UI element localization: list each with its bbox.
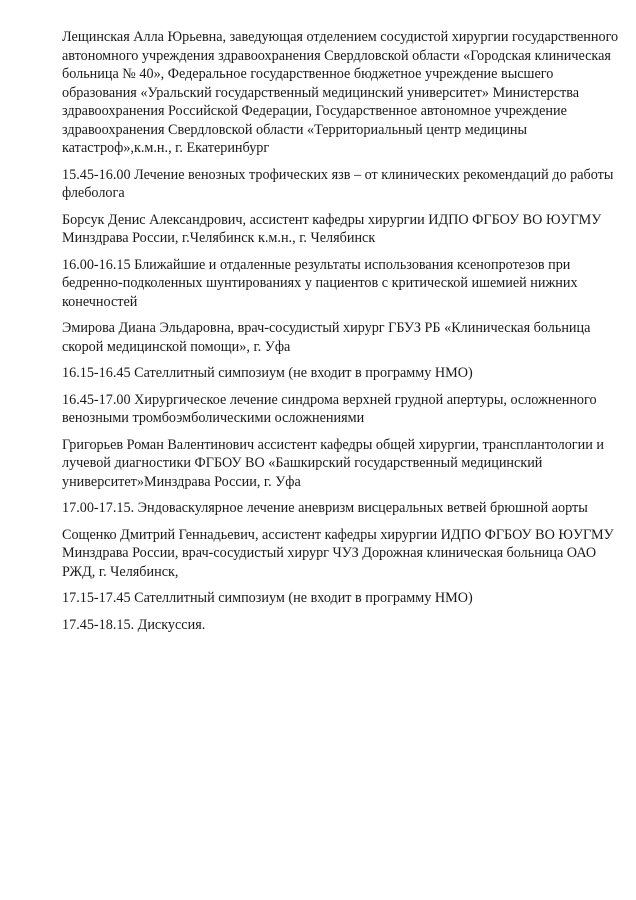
speaker-info bbox=[62, 526, 622, 582]
program-session bbox=[62, 616, 622, 635]
text-line: Минздрава России, г.Челябинск к.м.н., г. Челябинск bbox=[62, 230, 376, 246]
text-line: автономного учреждения здравоохранения Свердловской области «Городская клиническая bbox=[62, 47, 611, 64]
text-line: конечностей bbox=[62, 293, 138, 310]
speaker-info bbox=[62, 28, 622, 158]
text-line: 16.00-16.15 Ближайшие и отдаленные результаты использования ксенопротезов при bbox=[62, 256, 571, 273]
text-line: университет»Минздрава России, г. Уфа bbox=[62, 473, 301, 490]
text-line: венозными тромбоэмболическими осложнениями bbox=[62, 410, 365, 426]
text-line: 17.00-17.15. Эндоваскулярное лечение аневризм висцеральных ветвей брюшной аорты bbox=[62, 500, 588, 516]
text-line: Лещинская Алла Юрьевна, заведующая отделением сосудистой хирургии государственного bbox=[62, 29, 619, 45]
text-line: 17.15-17.45 Сателлитный симпозиум (не входит в программу НМО) bbox=[62, 590, 473, 606]
text-line: 17.45-18.15. Дискуссия. bbox=[62, 616, 206, 633]
program-session bbox=[62, 364, 622, 383]
text-line: больница № 40», Федеральное государственное бюджетное учреждение высшего bbox=[62, 66, 554, 82]
text-line: Сощенко Дмитрий Геннадьевич, ассистент кафедры хирургии ИДПО ФГБОУ ВО ЮУГМУ bbox=[62, 526, 614, 543]
program-session bbox=[62, 589, 622, 608]
speaker-info bbox=[62, 211, 622, 248]
text-line: Борсук Денис Александрович, ассистент кафедры хирургии ИДПО ФГБОУ ВО ЮУГМУ bbox=[62, 211, 602, 228]
text-line: скорой медицинской помощи», г. Уфа bbox=[62, 338, 291, 355]
text-line: 16.15-16.45 Сателлитный симпозиум (не входит в программу НМО) bbox=[62, 365, 473, 381]
text-line: флеболога bbox=[62, 185, 125, 201]
text-line: РЖД, г. Челябинск, bbox=[62, 563, 179, 580]
program-session bbox=[62, 391, 622, 428]
program-session bbox=[62, 499, 622, 518]
speaker-info bbox=[62, 436, 622, 492]
text-line: катастроф»,к.м.н., г. Екатеринбург bbox=[62, 140, 270, 156]
program-session bbox=[62, 256, 622, 312]
text-line: здравоохранения Российской Федерации, Государственное автономное учреждение bbox=[62, 103, 567, 119]
text-line: Минздрава России, врач-сосудистый хирург ЧУЗ Дорожная клиническая больница ОАО bbox=[62, 545, 597, 561]
text-line: Григорьев Роман Валентинович ассистент кафедры общей хирургии, трансплантологии и bbox=[62, 436, 604, 453]
text-line: 15.45-16.00 Лечение венозных трофических язв – от клинических рекомендаций до работы bbox=[62, 166, 614, 183]
text-line: образования «Уральский государственный медицинский университет» Министерства bbox=[62, 84, 580, 101]
document-page bbox=[62, 28, 622, 642]
text-line: Эмирова Диана Эльдаровна, врач-сосудистый хирург ГБУЗ РБ «Клиническая больница bbox=[62, 320, 591, 336]
text-line: бедренно-подколенных шунтированиях у пациентов с критической ишемией нижних bbox=[62, 275, 578, 291]
program-session bbox=[62, 166, 622, 203]
speaker-info bbox=[62, 319, 622, 356]
text-line: здравоохранения Свердловской области «Территориальный центр медицины bbox=[62, 121, 528, 138]
text-line: лучевой диагностики ФГБОУ ВО «Башкирский государственный медицинский bbox=[62, 455, 543, 471]
text-line: 16.45-17.00 Хирургическое лечение синдрома верхней грудной апертуры, осложненного bbox=[62, 391, 597, 408]
